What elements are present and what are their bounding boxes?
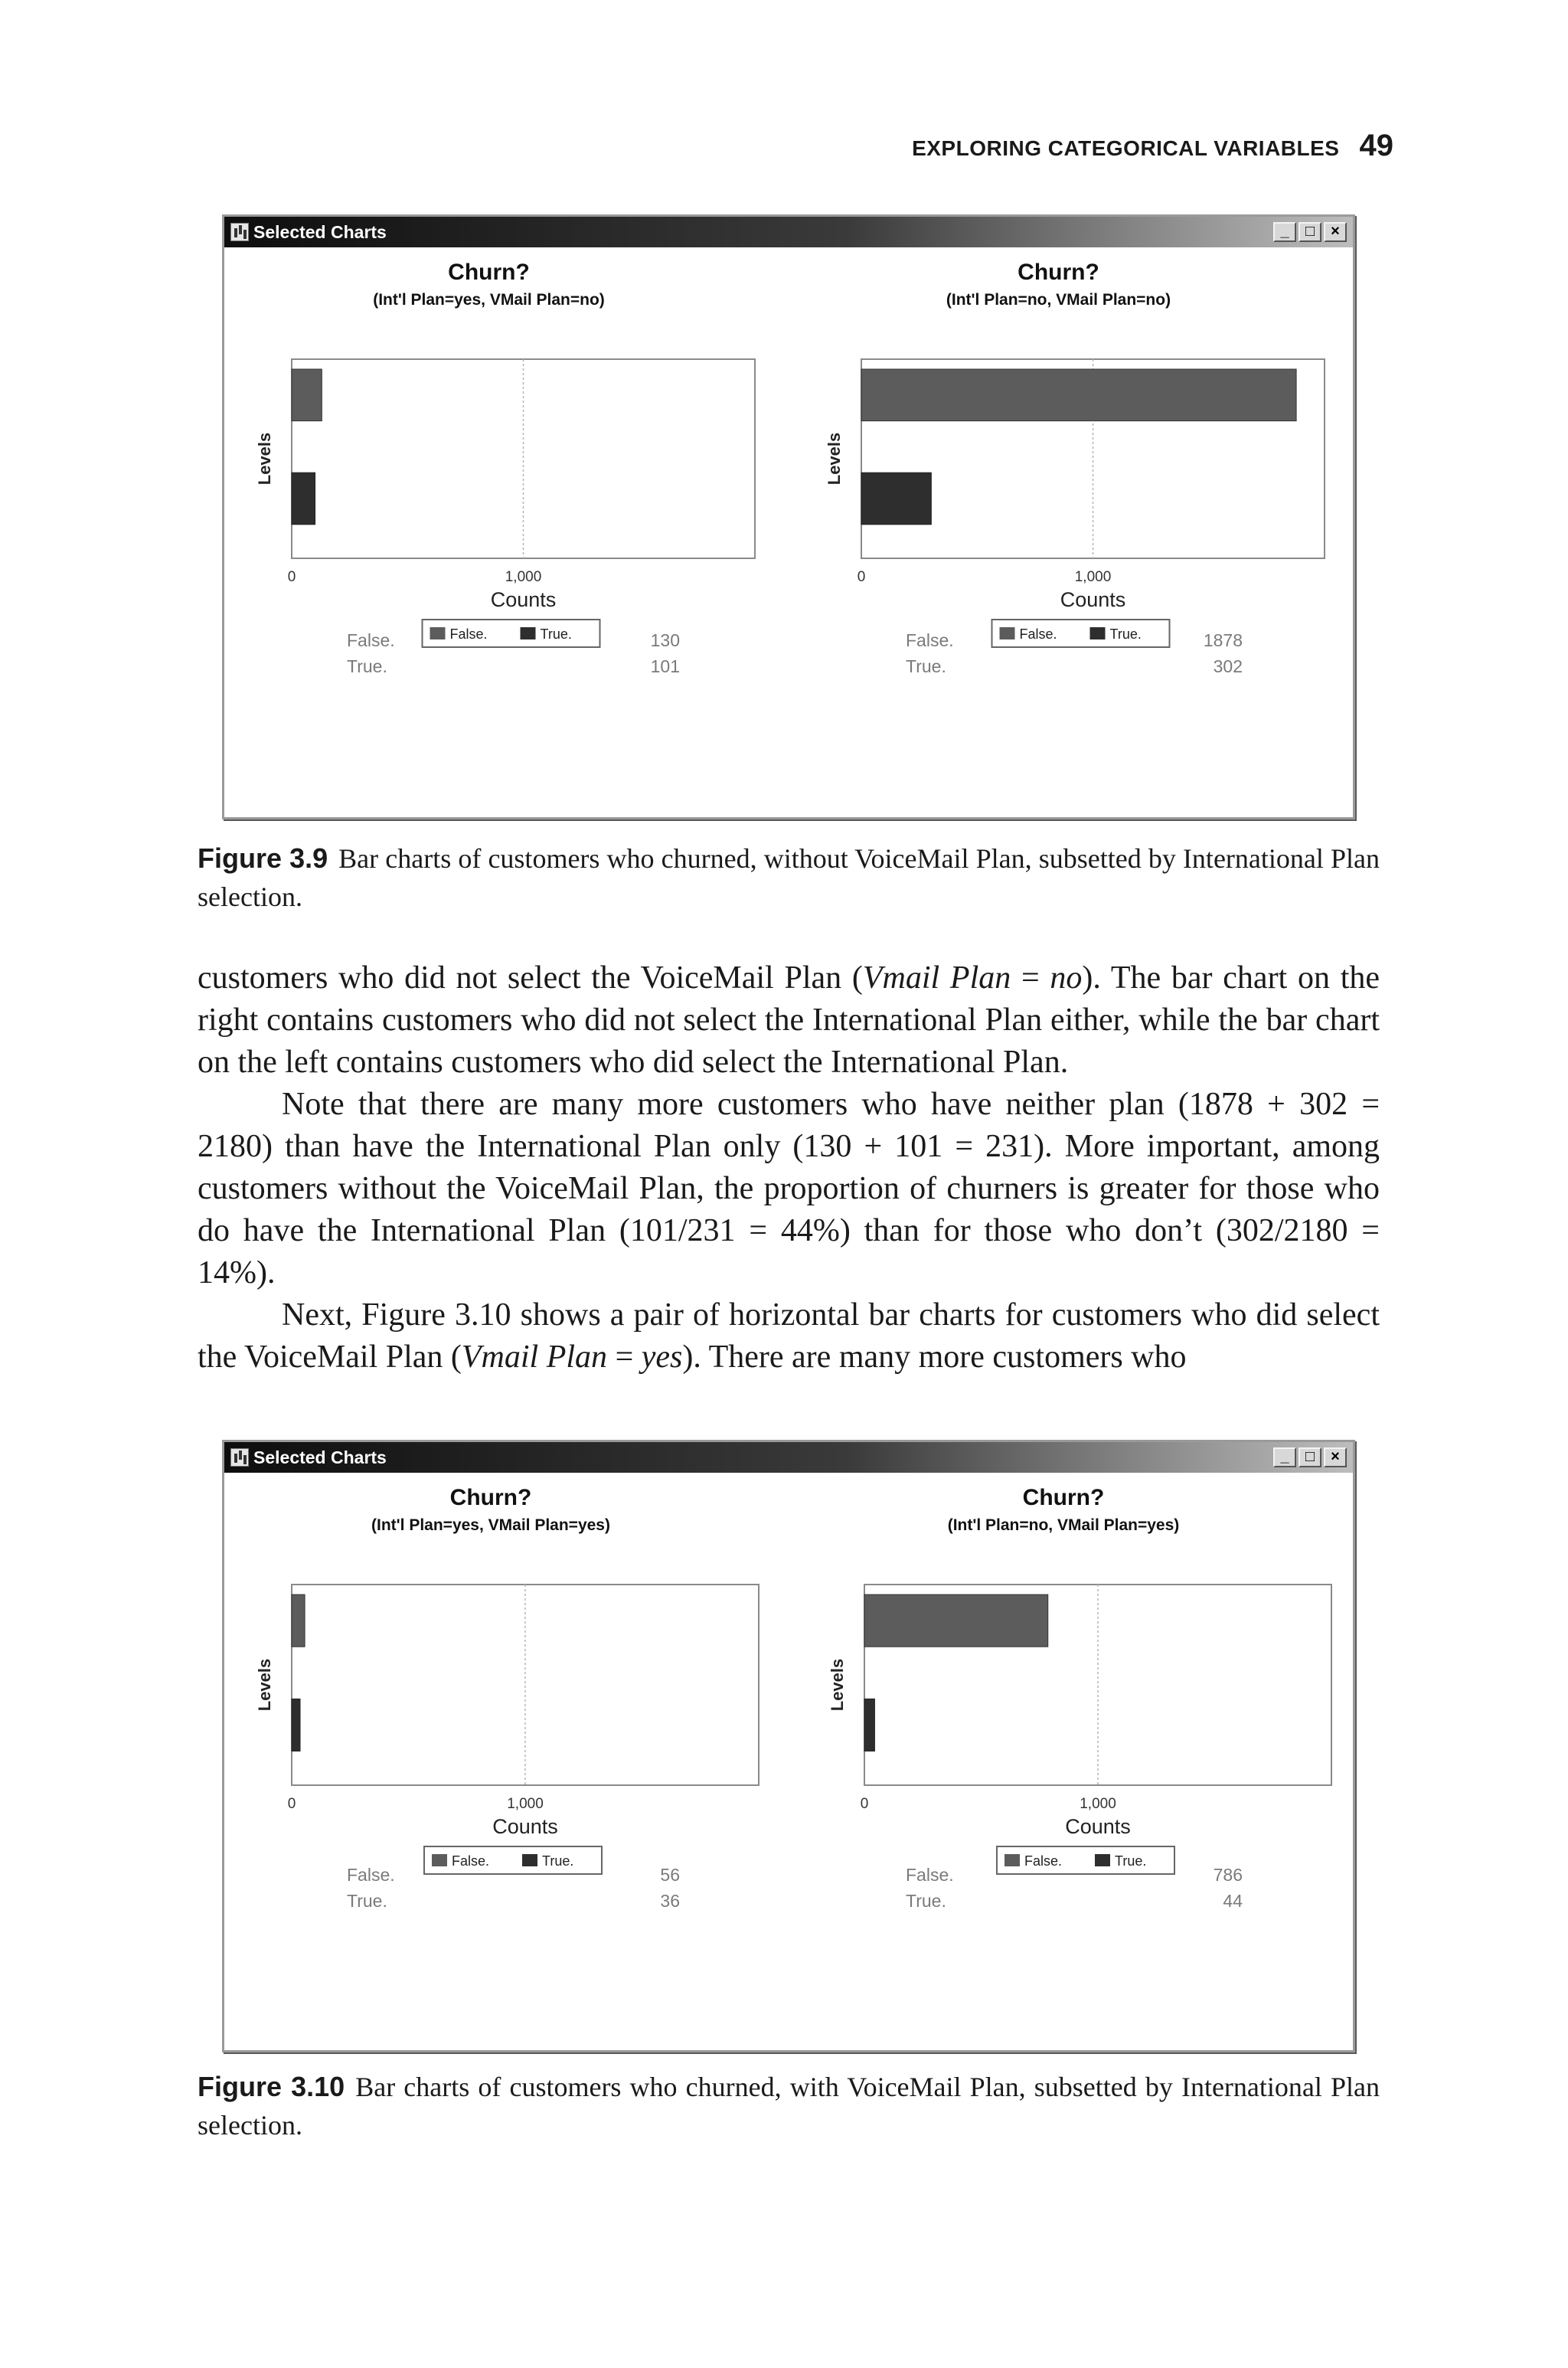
legend-label-true: True. <box>542 1853 574 1869</box>
count-value: 44 <box>1223 1891 1243 1911</box>
caption-text: Bar charts of customers who churned, without VoiceMail Plan, subsetted by International Plan selection. <box>198 843 1380 912</box>
x-axis-label: Counts <box>490 588 557 611</box>
tick-label: 1,000 <box>505 569 542 585</box>
bar-false <box>292 369 322 421</box>
tick-label: 0 <box>857 569 866 585</box>
legend-label-true: True. <box>1109 626 1142 642</box>
bar-false <box>864 1594 1048 1647</box>
chart-subtitle: (Int'l Plan=yes, VMail Plan=yes) <box>371 1516 610 1534</box>
count-label: False. <box>347 630 395 650</box>
close-button[interactable]: × <box>1324 222 1347 242</box>
bar-false <box>292 1594 305 1647</box>
page-header <box>873 129 1393 175</box>
y-axis-label: Levels <box>255 1658 274 1712</box>
page-number: 49 <box>1359 129 1393 162</box>
chart-title: Churn? <box>449 1485 532 1510</box>
count-row <box>347 1891 680 1914</box>
body-text <box>198 957 1380 1379</box>
count-value: 786 <box>1213 1865 1243 1885</box>
bar-true <box>861 473 931 525</box>
bar-chart <box>828 1485 1331 1874</box>
paragraph: Next, Figure 3.10 shows a pair of horizontal bar charts for customers who did select the VoiceMail Plan (Vmail Plan = yes). There are many more customers who <box>198 1297 1380 1375</box>
chart-title: Churn? <box>1022 1485 1105 1510</box>
count-label: True. <box>906 656 946 676</box>
chart-title: Churn? <box>448 260 530 285</box>
count-row <box>906 656 1243 679</box>
tick-label: 0 <box>287 1796 296 1812</box>
figure-label: Figure 3.10 <box>198 2071 345 2102</box>
count-value: 56 <box>660 1865 680 1885</box>
bar-chart <box>255 260 755 647</box>
legend-label-false: False. <box>1019 626 1057 642</box>
y-axis-label: Levels <box>255 432 274 486</box>
x-axis-label: Counts <box>492 1815 558 1838</box>
minimize-button[interactable]: _ <box>1273 222 1296 242</box>
bar-false <box>861 369 1296 421</box>
y-axis-label: Levels <box>825 432 844 486</box>
count-label: False. <box>347 1865 395 1885</box>
bar-chart <box>255 1485 759 1874</box>
window-titlebar[interactable] <box>224 1442 1353 1473</box>
count-value: 1878 <box>1203 630 1243 650</box>
y-axis-label: Levels <box>828 1658 847 1712</box>
window-title: Selected Charts <box>253 221 387 242</box>
tick-label: 0 <box>860 1796 869 1812</box>
chart-area <box>224 247 1353 817</box>
app-icon <box>230 223 249 241</box>
tick-label: 1,000 <box>1074 569 1112 585</box>
legend-label-true: True. <box>540 626 572 642</box>
count-value: 36 <box>660 1891 680 1911</box>
window-titlebar[interactable] <box>224 217 1353 247</box>
count-value: 130 <box>650 630 680 650</box>
count-label: True. <box>347 1891 387 1911</box>
chart-subtitle: (Int'l Plan=no, VMail Plan=no) <box>946 291 1171 309</box>
legend-label-false: False. <box>1024 1853 1063 1869</box>
window-controls <box>1273 222 1347 242</box>
close-button[interactable]: × <box>1324 1447 1347 1467</box>
chart-subtitle: (Int'l Plan=yes, VMail Plan=no) <box>373 291 605 309</box>
paragraph: Note that there are many more customers who have neither plan (1878 + 302 = 2180) than have the International Plan only (130 + 101 = 231). More important, among customers without the VoiceMail Plan, the proportion of churners is greater for those who do have the International Plan (101/231 = 44%) than for those who don’t (302/2180 = 14%). <box>198 1087 1380 1290</box>
window-title: Selected Charts <box>253 1447 387 1467</box>
tick-label: 1,000 <box>507 1796 544 1812</box>
chart-window-fig-3-10[interactable] <box>222 1440 1355 2052</box>
chart-window-fig-3-9[interactable] <box>222 214 1355 819</box>
figure-label: Figure 3.9 <box>198 842 328 874</box>
count-row <box>906 1891 1243 1914</box>
chart-area <box>224 1473 1353 2050</box>
chart-title: Churn? <box>1018 260 1099 285</box>
count-value: 101 <box>650 656 680 676</box>
count-row <box>347 630 680 653</box>
count-value: 302 <box>1213 656 1243 676</box>
bar-chart <box>825 260 1325 647</box>
legend-label-false: False. <box>449 626 488 642</box>
caption-text: Bar charts of customers who churned, with VoiceMail Plan, subsetted by International Plan selection. <box>198 2072 1380 2141</box>
bar-true <box>292 1699 300 1751</box>
count-label: True. <box>347 656 387 676</box>
count-row <box>347 656 680 679</box>
count-row <box>906 630 1243 653</box>
window-controls <box>1273 1447 1347 1467</box>
legend-label-false: False. <box>452 1853 490 1869</box>
tick-label: 0 <box>287 569 296 585</box>
count-label: False. <box>906 1865 954 1885</box>
count-label: True. <box>906 1891 946 1911</box>
maximize-button[interactable]: □ <box>1298 1447 1321 1467</box>
x-axis-label: Counts <box>1060 588 1126 611</box>
count-label: False. <box>906 630 954 650</box>
maximize-button[interactable]: □ <box>1298 222 1321 242</box>
figure-caption-3-10 <box>198 2068 1380 2144</box>
minimize-button[interactable]: _ <box>1273 1447 1296 1467</box>
x-axis-label: Counts <box>1065 1815 1131 1838</box>
bar-true <box>292 473 315 525</box>
bar-true <box>864 1699 874 1751</box>
paragraph: customers who did not select the VoiceMail Plan (Vmail Plan = no). The bar chart on the right contains customers who did not select the International Plan either, while the bar chart on the left contains customers who did select the International Plan. <box>198 960 1380 1080</box>
tick-label: 1,000 <box>1080 1796 1116 1812</box>
running-head: EXPLORING CATEGORICAL VARIABLES <box>912 136 1340 160</box>
count-row <box>347 1865 680 1888</box>
count-row <box>906 1865 1243 1888</box>
legend-label-true: True. <box>1115 1853 1147 1869</box>
app-icon <box>230 1448 249 1467</box>
chart-subtitle: (Int'l Plan=no, VMail Plan=yes) <box>947 1516 1180 1534</box>
figure-caption-3-9 <box>198 839 1380 916</box>
